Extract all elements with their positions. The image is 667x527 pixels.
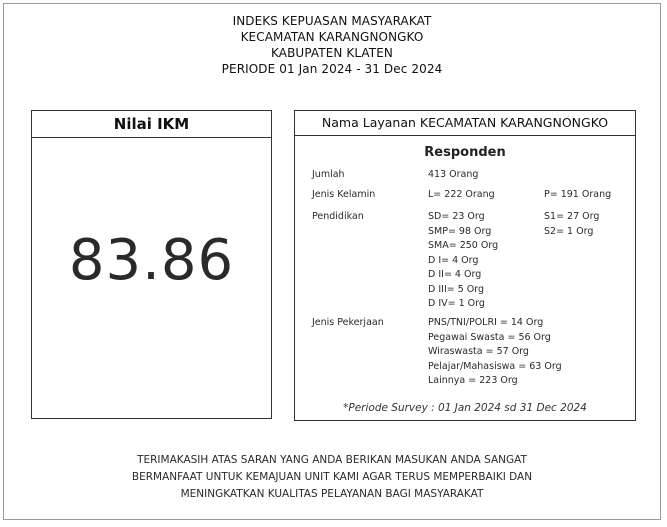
respondent-heading: Responden [424,145,506,160]
thank-you-line: TERIMAKASIH ATAS SARAN YANG ANDA BERIKAN MASUKAN ANDA SANGAT [137,454,527,466]
total-label: Jumlah [312,169,345,180]
gender-label: Jenis Kelamin [312,189,376,200]
education-item: SMA= 250 Org [428,240,499,251]
occupation-item: Wiraswasta = 57 Org [428,346,529,357]
service-name-title: Nama Layanan KECAMATAN KARANGNONGKO [295,111,635,136]
occupation-item: Lainnya = 223 Org [428,375,518,386]
header-regency: KABUPATEN KLATEN [271,46,393,60]
ikm-score-panel [31,110,272,419]
education-list-higher [544,210,599,239]
header-period: PERIODE 01 Jan 2024 - 31 Dec 2024 [221,62,443,76]
report-header [4,13,660,77]
occupation-item: Pegawai Swasta = 56 Org [428,331,551,343]
survey-period-note: *Periode Survey : 01 Jan 2024 sd 31 Dec 2024 [343,402,587,414]
education-item: D IV= 1 Org [428,298,485,309]
gender-male-value: L= 222 Orang [428,189,495,200]
thank-you-line: BERMANFAAT UNTUK KEMAJUAN UNIT KAMI AGAR TERUS MEMPERBAIKI DAN [131,471,533,483]
header-district: KECAMATAN KARANGNONGKO [240,30,424,44]
education-item: D II= 4 Org [428,269,482,280]
occupation-label: Jenis Pekerjaan [312,317,384,328]
education-item: S1= 27 Org [544,211,600,222]
header-title: INDEKS KEPUASAN MASYARAKAT [232,14,432,28]
education-list-primary [428,210,498,312]
education-item: SMP= 98 Org [428,225,492,237]
ikm-report-frame [3,3,661,520]
respondent-panel [294,110,636,421]
thank-you-message [4,452,660,503]
gender-female-value: P= 191 Orang [544,189,612,200]
total-value: 413 Orang [428,169,479,180]
education-item: D I= 4 Org [428,254,479,266]
education-item: S2= 1 Org [544,225,594,237]
occupation-list [428,316,562,389]
occupation-item: Pelajar/Mahasiswa = 63 Org [428,360,562,372]
ikm-score-title: Nilai IKM [32,111,271,138]
education-item: SD= 23 Org [428,211,485,222]
education-item: D III= 5 Org [428,283,485,295]
ikm-score-value: 83.86 [68,228,235,293]
occupation-item: PNS/TNI/POLRI = 14 Org [428,317,544,328]
thank-you-line: MENINGKATKAN KUALITAS PELAYANAN BAGI MASYARAKAT [180,488,484,500]
education-label: Pendidikan [312,211,364,222]
